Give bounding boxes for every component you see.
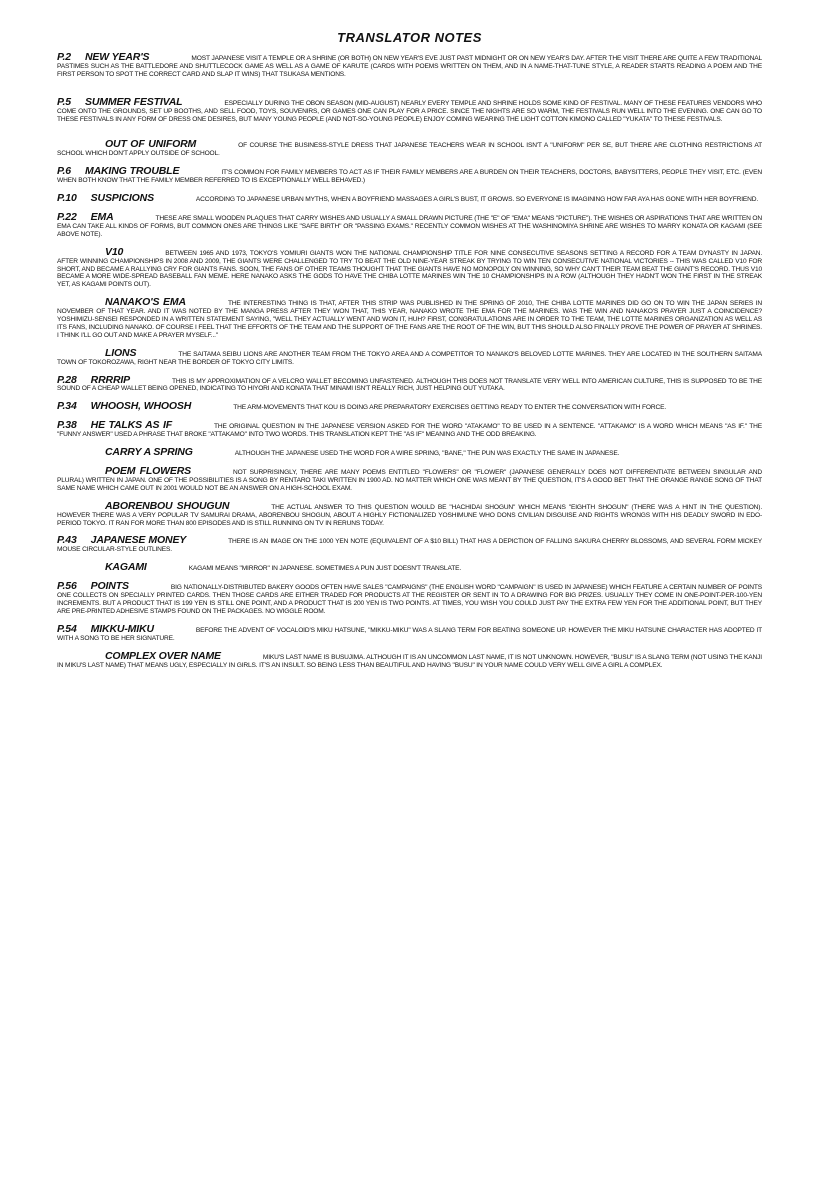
- note-item: [57, 165, 762, 185]
- note-text: KAGAMI MEANS "MIRROR" IN JAPANESE. SOMETIMES A PUN JUST DOESN'T TRANSLATE.: [188, 565, 462, 573]
- note-page-ref: P.43: [57, 534, 77, 547]
- note-page-ref: P.2: [57, 51, 71, 63]
- note-heading: V10: [105, 245, 124, 258]
- note-page-ref: P.56: [57, 580, 77, 593]
- note-text: THIS IS MY APPROXIMATION OF A VELCRO WALLET BECOMING UNFASTENED. ALTHOUGH THIS DOES NOT TRANSLATE VERY WELL INTO AMERICAN CULTURE, THIS IS SUPPOSED TO BE THE SOUND OF A CHEAP WALLET BEING OPENED, INDICATING TO HIYORI AND KONATA THAT MINAMI ISN'T REALLY RICH, JUST HELPING OUT YUTAKA.: [57, 377, 762, 393]
- note-item: [57, 296, 762, 340]
- note-text: OF COURSE THE BUSINESS-STYLE DRESS THAT JAPANESE TEACHERS WEAR IN SCHOOL ISN'T A "UNIFORM" PER SE, BUT THERE ARE CLOTHING RESTRICTIONS AT SCHOOL WHICH DON'T APPLY OUTSIDE OF SCHOOL.: [57, 142, 762, 158]
- note-item: [57, 622, 762, 643]
- note-page-ref: P.10: [57, 192, 77, 205]
- note-heading: POEM FLOWERS: [105, 465, 192, 477]
- note-text: THESE ARE SMALL WOODEN PLAQUES THAT CARRY WISHES AND USUALLY A SMALL DRAWN PICTURE (THE "E" OF "EMA" MEANS "PICTURE"). THE WISHES OR ASPIRATIONS THAT ARE WRITTEN ON EMA CAN TAKE ALL KINDS OF FORMS, BUT COMMON ONES ARE THINGS LIKE "SAFE BIRTH" OR "PASSING EXAMS." RECENTLY COMMON WISHES AT THE WASHINOMIYA SHRINE ARE WISHES TO MARRY KONATA OR KAGAMI (SEE ABOVE NOTE).: [57, 214, 762, 238]
- note-item: [57, 210, 762, 239]
- note-heading: SUMMER FESTIVAL: [84, 95, 183, 108]
- note-text: BEFORE THE ADVENT OF VOCALOID'S MIKU HATSUNE, "MIKKU-MIKU" WAS A SLANG TERM FOR BEATING SOMEONE UP. HOWEVER THE MIKU HATSUNE CHARACTER HAS ADOPTED IT WITH A SONG TO BE HER SIGNATURE.: [57, 626, 762, 642]
- note-item: [57, 446, 762, 459]
- note-text: THERE IS AN IMAGE ON THE 1000 YEN NOTE (EQUIVALENT OF A $10 BILL) THAT HAS A DEPICTION OF FALLING SAKURA CHERRY BLOSSOMS, AND SEVERAL FORM MICKEY MOUSE CIRCULAR-STYLE OUTLINES.: [57, 538, 762, 554]
- note-heading: CARRY A SPRING: [105, 446, 193, 459]
- note-heading: NEW YEAR'S: [84, 51, 150, 63]
- note-heading: WHOOSH, WHOOSH: [90, 400, 192, 413]
- note-item: [57, 580, 762, 616]
- note-text: ACCORDING TO JAPANESE URBAN MYTHS, WHEN A BOYFRIEND MASSAGES A GIRL'S BUST, IT GROWS. SO EVERYONE IS IMAGINING HOW FAR AYA HAS GONE WITH HER BOYFRIEND.: [195, 196, 759, 204]
- page-title: TRANSLATOR NOTES: [337, 30, 482, 45]
- note-heading: NANAKO'S EMA: [105, 296, 186, 309]
- note-page-ref: P.6: [57, 165, 71, 178]
- note-text: NOT SURPRISINGLY, THERE ARE MANY POEMS ENTITLED "FLOWERS" OR "FLOWER" (JAPANESE GENERALLY DOES NOT DIFFERENTIATE BETWEEN SINGULAR AND PLURAL) WRITTEN IN JAPAN. ONE OF THE POSSIBILITIES IS A SONG BY RENTARO TAKI WRITTEN IN 1900 AD. NO MATTER WHICH ONE WAS MEANT BY THE QUESTION, IT'S A GOOD BET THAT THE ORANGE RANGE SONG OF THAT SAME NAME WHICH CAME OUT IN 2001 WOULD NOT BE AN ANSWER ON A HIGH-SCHOOL EXAM.: [57, 469, 762, 492]
- note-text: THE ARM-MOVEMENTS THAT KOU IS DOING ARE PREPARATORY EXERCISES GETTING READY TO ENTER THE CONVERSATION WITH FORCE.: [233, 404, 667, 412]
- note-text: THE SAITAMA SEIBU LIONS ARE ANOTHER TEAM FROM THE TOKYO AREA AND A COMPETITOR TO NANAKO'S BELOVED LOTTE MARINES. THEY ARE LOCATED IN THE SOUTHERN SAITAMA TOWN OF TOKOROZAWA, RIGHT NEAR THE BORDER OF TOKYO CITY LIMITS.: [57, 350, 762, 366]
- note-item: [57, 561, 762, 574]
- note-heading: LIONS: [105, 346, 137, 359]
- note-item: [57, 499, 763, 528]
- note-text: ESPECIALLY DURING THE OBON SEASON (MID-AUGUST) NEARLY EVERY TEMPLE AND SHRINE HOLDS SOME KIND OF FESTIVAL. MANY OF THESE FEATURES VENDORS WHO COME ONTO THE GROUNDS, SET UP BOOTHS, AND SELL FOOD, TOYS, SOUVENIRS, OR GAMES ONE CAN PLAY FOR A PRICE. SINCE THE NIGHTS ARE SO WARM, THE FESTIVALS RUN WELL INTO THE EVENING. ONE CAN GO TO THESE FESTIVALS IN ANY FORM OF DRESS ONE DESIRES, BUT MANY YOUNG PEOPLE (AND NOT-SO-YOUNG PEOPLE) ENJOY COMING WEARING THE LIGHT COTTON KIMONO CALLED "YUKATA" TO THESE FESTIVALS.: [57, 99, 762, 123]
- note-item: [57, 534, 762, 554]
- note-item: [57, 649, 762, 670]
- note-heading: COMPLEX OVER NAME: [105, 649, 221, 662]
- note-item: [57, 245, 762, 290]
- note-page-ref: P.34: [57, 400, 77, 413]
- note-item: [57, 95, 762, 124]
- note-item: [57, 373, 762, 394]
- note-item: [57, 419, 763, 439]
- note-heading: SUSPICIONS: [90, 192, 154, 205]
- note-page-ref: P.5: [57, 95, 71, 108]
- note-heading: HE TALKS AS IF: [90, 419, 172, 432]
- note-item: [57, 51, 762, 79]
- note-page-ref: P.28: [57, 373, 77, 386]
- note-heading: RRRRIP: [90, 373, 131, 386]
- note-text: MIKU'S LAST NAME IS BUSUJIMA. ALTHOUGH IT IS AN UNCOMMON LAST NAME, IT IS NOT UNKNOWN. HOWEVER, "BUSU" IS A SLANG TERM (NOT USING THE KANJI IN MIKU'S LAST NAME) THAT MEANS UGLY, ESPECIALLY IN GIRLS. IT'S AN INSULT. SO BEING LESS THAN BEAUTIFUL AND HAVING "BUSU" IN YOUR NAME COULD VERY WELL GIVE A GIRL A COMPLEX.: [57, 653, 762, 669]
- note-item: [57, 138, 762, 158]
- note-heading: MIKKU-MIKU: [90, 622, 154, 635]
- note-text: THE ACTUAL ANSWER TO THIS QUESTION WOULD BE "HACHIDAI SHOGUN" WHICH MEANS "EIGHTH SHOGUN" (THERE WAS A HINT IN THE QUESTION). HOWEVER THERE WAS A VERY POPULAR TV SAMURAI DRAMA, ABORENBOU SHOGUN, ABOUT A HIGHLY FICTIONALIZED YOSHIMUNE WHO DONS CIVILIAN DISGUISE AND RIGHTS WRONGS WITH HIS DEADLY SWORD IN EDO-PERIOD TOKYO. IT RAN FOR MORE THAN 800 EPISODES AND IS STILL RUNNING ON TV IN RERUNS TODAY.: [57, 503, 763, 527]
- note-text: BIG NATIONALLY-DISTRIBUTED BAKERY GOODS OFTEN HAVE SALES "CAMPAIGNS" (THE ENGLISH WORD "CAMPAIGN" IS USED IN JAPANESE) WHICH FEATURE A CERTAIN NUMBER OF POINTS ONE COLLECTS ON SPECIALLY PRINTED CARDS. THEN THOSE CARDS ARE EITHER TRADED FOR PRODUCTS AT THE REGISTER OR SENT IN TO A DRAWING FOR BIG PRIZES. USUALLY THEY COME IN ONE-POINT-PER-100-YEN INCREMENTS. BUT A PRODUCT THAT IS 199 YEN IS STILL ONE POINT, AND A PRODUCT THAT IS 200 YEN IS TWO POINTS. AT TIMES, YOU WISH YOU COULD JUST PAY THE EXTRA FEW YEN FOR THE ADDITIONAL POINT, BUT THEY ARE PRE-PRINTED ADHESIVE STAMPS FOUND ON THE PACKAGES. NO WIGGLE ROOM.: [57, 584, 762, 615]
- note-heading: JAPANESE MONEY: [90, 534, 187, 547]
- note-text: IT'S COMMON FOR FAMILY MEMBERS TO ACT AS IF THEIR FAMILY MEMBERS ARE A BURDEN ON THEIR TEACHERS, DOCTORS, BABYSITTERS, PEOPLE THEY VISIT, ETC. (EVEN WHEN BOTH KNOW THAT THE FAMILY MEMBER REFERRED TO IS EXCEPTIONALLY WELL BEHAVED.): [57, 169, 762, 185]
- note-item: [57, 346, 762, 367]
- note-page-ref: P.22: [57, 210, 77, 223]
- note-text: MOST JAPANESE VISIT A TEMPLE OR A SHRINE (OR BOTH) ON NEW YEAR'S EVE JUST PAST MIDNIGHT OR ON NEW YEAR'S DAY. AFTER THE VISIT THERE ARE QUITE A FEW TRADITIONAL PASTIMES SUCH AS THE BATTLEDORE AND SHUTTLECOCK GAME AS WELL AS A GAME OF KARUTE (CARDS WITH POEMS WRITTEN ON THEM, AND IN A NAME-THAT-TUNE STYLE, A READER STARTS READING A POEM AND THE FIRST PERSON TO SPOT THE CORRECT CARD AND SLAP IT WINS) THAT TSUKASA MENTIONS.: [57, 55, 762, 78]
- note-text: THE INTERESTING THING IS THAT, AFTER THIS STRIP WAS PUBLISHED IN THE SPRING OF 2010, THE CHIBA LOTTE MARINES DID GO ON TO WIN THE JAPAN SERIES IN NOVEMBER OF THAT YEAR. AND IT WAS NOTED BY THE MANGA PRESS AFTER THEY WON THAT, THIS YEAR, NANAKO WROTE THE EMA FOR THE MARINES. WAS THE WIN AND NANAKO'S PRAYER JUST A COINCIDENCE? YOSHIMIZU-SENSEI RESPONDED IN A WRITTEN STATEMENT SAYING, "WELL THEY ACTUALLY WENT AND WON IT, HUH? FIRST, CONGRATULATIONS ARE IN ORDER TO THE TEAM, THE LOTTE MARINES ORGANIZATION AS WELL AS ITS FANS, INCLUDING NANAKO. OF COURSE I FEEL THAT THE EFFORTS OF THE TEAM AND THE SUPPORT OF THE FANS ARE THE ROOT OF THE WIN, BUT THIS SHOULD ALSO FINALLY PROVE THE POWER OF PRAYER AT SHRINES. I THINK I'LL GO OUT AND MAKE A PRAYER MYSELF...": [57, 300, 762, 339]
- note-item: [57, 400, 762, 413]
- note-page-ref: P.54: [57, 622, 77, 635]
- note-item: [57, 192, 762, 205]
- notes-list: [57, 51, 763, 669]
- note-heading: OUT OF UNIFORM: [105, 138, 197, 151]
- note-heading: KAGAMI: [105, 561, 147, 574]
- note-item: [57, 465, 762, 493]
- note-heading: ABORENBOU SHOUGUN: [105, 499, 230, 512]
- note-text: BETWEEN 1965 AND 1973, TOKYO'S YOMIURI GIANTS WON THE NATIONAL CHAMPIONSHIP TITLE FOR NINE CONSECUTIVE SEASONS SETTING A RECORD FOR A TEAM DYNASTY IN JAPAN. AFTER WINNING CHAMPIONSHIPS IN 2008 AND 2009, THE GIANTS WERE CHALLENGED TO TRY TO BEAT THE OLD NINE-YEAR STREAK BY TRYING TO WIN TEN CONSECUTIVE NATIONAL VICTORIES -- THIS WAS CALLED V10 FOR SHORT, AND BECAME A RALLYING CRY FOR GIANTS FANS. SOON, THE FANS OF OTHER TEAMS THOUGHT THAT THE GIANTS HAVE NO MONOPOLY ON WINNING, SO WHY CAN'T THEIR TEAM BEAT THE GIANT'S RECORD. THUS V10 BECAME A MORE WIDE-SPREAD BASEBALL FAN MEME. HERE NANAKO ASKS THE GODS TO HAVE THE CHIBA LOTTE MARINES WIN THE 10 CHAMPIONSHIPS IN A ROW (ALTHOUGH THEY HADN'T WON THE FIRST IN THE STREAK YET, AS KAGAMI POINTS OUT).: [57, 249, 762, 289]
- note-heading: POINTS: [90, 580, 129, 593]
- note-text: THE ORIGINAL QUESTION IN THE JAPANESE VERSION ASKED FOR THE WORD "ATAKAMO" TO BE USED IN A SENTENCE. "ATTAKAMO" IS A WORD WHICH MEANS "AS IF." THE "FUNNY ANSWER" USED A PHRASE THAT BROKE "ATTAKAMO" INTO TWO WORDS. THIS TRANSLATION KEPT THE "AS IF" MEANING AND THE ODD BREAKING.: [57, 423, 763, 439]
- note-heading: MAKING TROUBLE: [84, 165, 180, 178]
- note-text: ALTHOUGH THE JAPANESE USED THE WORD FOR A WIRE SPRING, "BANE," THE PUN WAS EXACTLY THE SAME IN JAPANESE.: [234, 450, 620, 458]
- note-heading: EMA: [90, 210, 114, 223]
- note-page-ref: P.38: [57, 419, 77, 432]
